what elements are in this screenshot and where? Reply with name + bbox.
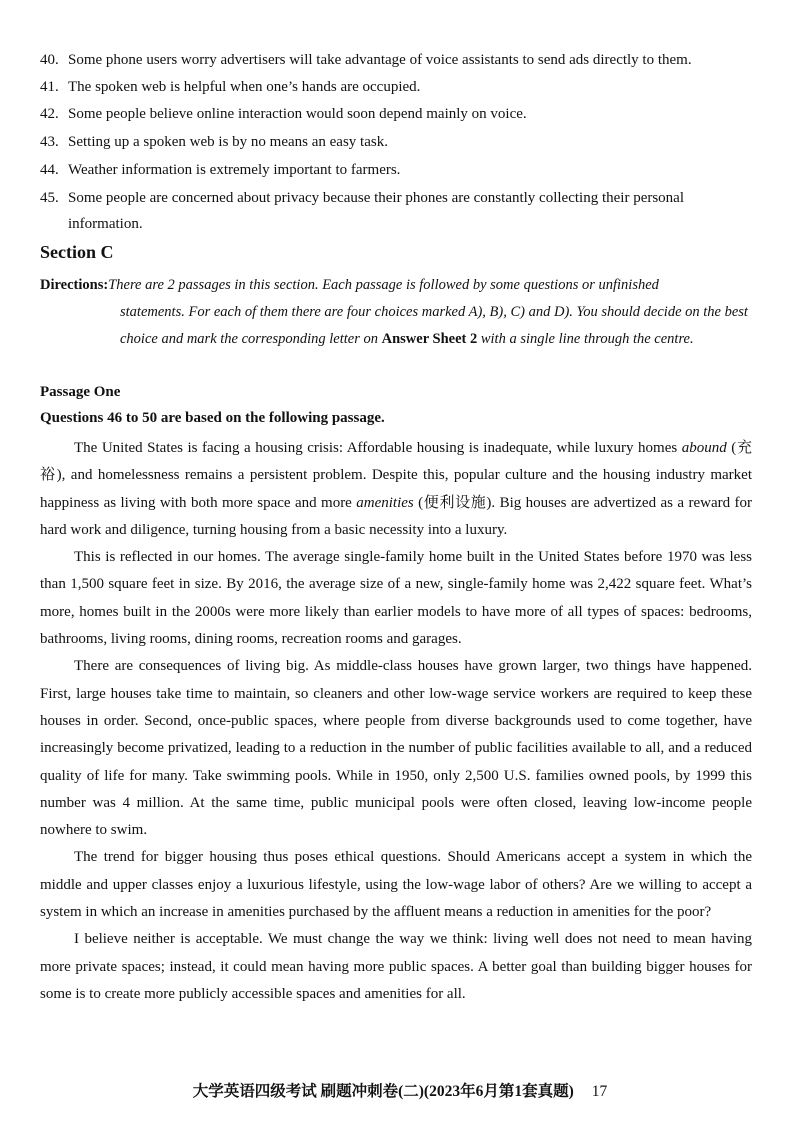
paragraph-4: The trend for bigger housing thus poses ethical questions. Should Americans accept a system in which the middle and upper classes enjoy a luxurious lifestyle, using the low-wage labor of others? Are we willing to accept a system in which an increase in amenities purchased by the affluent means a reduction in amenities for the poor?	[40, 849, 752, 921]
paragraph-2: This is reflected in our homes. The average single-family home built in the United States before 1970 was less than 1,500 square feet in size. By 2016, the average size of a new, single-family home was 2,422 square feet. What’s more, homes built in the 2000s were more likely than earlier models to have more of all types of spaces: bedrooms, bathrooms, living rooms, dining rooms, recreation rooms and garages.	[40, 549, 752, 648]
section-title: Section C	[40, 242, 114, 262]
paragraph-3: There are consequences of living big. As middle-class houses have grown larger, two things have happened. First, large houses take time to maintain, so cleaners and other low-wage service workers are required to keep these houses in order. Second, once-public spaces, where people from diverse backgrounds used to come together, have increasingly become privatized, leading to a reduction in the number of public facilities available to all, and a reduced quality of life for many. Take swimming pools. While in 1950, only 2,500 U.S. families owned pools, by 1999 this number was 4 million. At the same time, public municipal pools were often closed, leaving low-income people nowhere to swim.	[40, 658, 752, 839]
directions	[40, 272, 752, 353]
footer-title: 大学英语四级考试 刷题冲刺卷(二)(2023年6月第1套真题)	[192, 1083, 574, 1100]
page-footer	[0, 1079, 800, 1101]
vocab-term: amenities	[356, 494, 414, 511]
question-43: 43. Setting up a spoken web is by no means an easy task.	[40, 134, 388, 150]
directions-first-line: Directions:There are 2 passages in this section. Each passage is followed by some questions or unfinished	[40, 277, 659, 293]
passage-body	[40, 435, 752, 1008]
page-number: 17	[591, 1083, 608, 1100]
paragraph-5: I believe neither is acceptable. We must change the way we think: living well does not need to mean having more private spaces; instead, it could mean having more public spaces. A better goal than building bigger houses for some is to create more publicly accessible spaces and amenities for all.	[40, 931, 752, 1002]
directions-label: Directions:	[40, 277, 109, 293]
question-40: 40. Some phone users worry advertisers will take advantage of voice assistants to send ads directly to them.	[40, 52, 692, 68]
question-42: 42. Some people believe online interaction would soon depend mainly on voice.	[40, 106, 527, 122]
vocab-term: abound	[681, 440, 727, 456]
directions-rest: statements. For each of them there are four choices marked A), B), C) and D). You should decide on the best choice and mark the corresponding letter on Answer Sheet 2 with a single line through the centre.	[120, 304, 748, 347]
question-44: 44. Weather information is extremely important to farmers.	[40, 162, 401, 178]
paragraph-1: The United States is facing a housing crisis: Affordable housing is inadequate, while luxury homes abound (充裕), and homelessness remains a persistent problem. Despite this, popular culture and the housing industry market happiness as living with both more space and more amenities (便利设施). Big houses are advertized as a reward for hard work and diligence, turning housing from a basic necessity into a luxury.	[40, 440, 753, 538]
question-45: 45. Some people are concerned about privacy because their phones are constantly collecting their personal information.	[40, 190, 685, 232]
answer-sheet-label: Answer Sheet 2	[381, 331, 478, 347]
questions-range: Questions 46 to 50 are based on the following passage.	[40, 410, 385, 426]
passage-title: Passage One	[40, 384, 121, 400]
question-41: 41. The spoken web is helpful when one’s hands are occupied.	[40, 79, 421, 95]
